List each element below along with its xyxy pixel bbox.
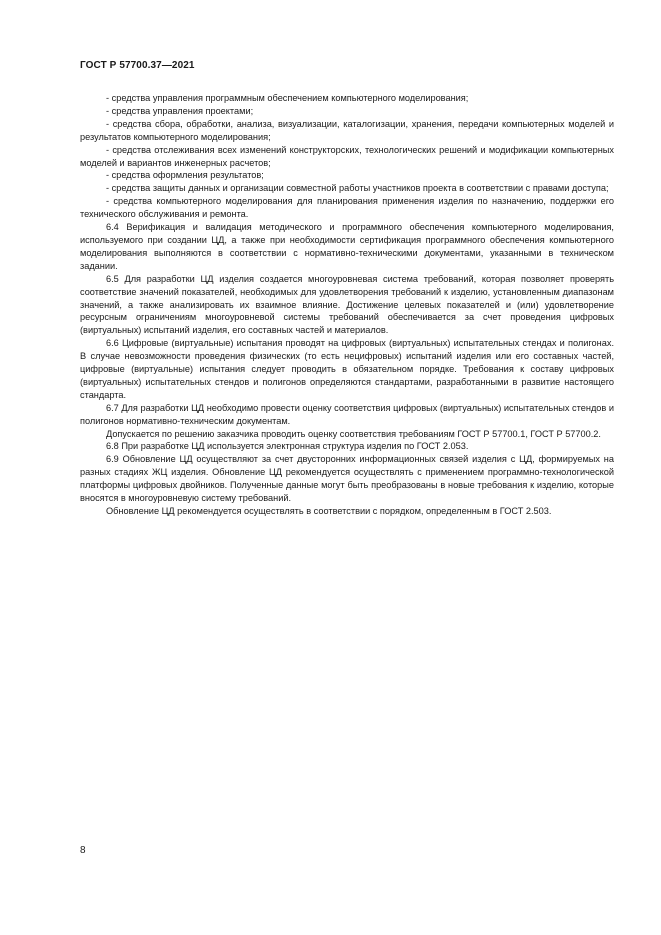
- list-item: - средства управления проектами;: [106, 105, 254, 116]
- document-body: [80, 92, 614, 518]
- list-item: - средства оформления результатов;: [106, 170, 264, 181]
- paragraph-6-9: 6.9 Обновление ЦД осуществляют за счет двусторонних информационных связей изделия с ЦД, формируемых на разных стадиях ЖЦ изделия. Обновление ЦД рекомендуется осуществлять с применением программно-технологической платформы цифровых двойников. Полученные данные могут быть преобразованы в новые требования к изделию, которые вносятся в многоуровневую систему требований.: [80, 454, 614, 504]
- paragraph-6-5: 6.5 Для разработки ЦД изделия создается многоуровневая система требований, которая позволяет проверять соответствие значений показателей, необходимых для удовлетворения требований к изделию, установленным диапазонам значений, а также анализировать их взаимное влияние. Достижение целевых показателей и (или) удовлетворение ресурсным ограничениям многоуровневой системы требований обеспечивается за счет проведения цифровых (виртуальных) испытаний изделия, его составных частей и материалов.: [80, 273, 614, 336]
- paragraph-6-8: 6.8 При разработке ЦД используется электронная структура изделия по ГОСТ 2.053.: [106, 441, 469, 452]
- list-item: - средства управления программным обеспечением компьютерного моделирования;: [106, 93, 469, 103]
- paragraph-6-9-note: Обновление ЦД рекомендуется осуществлять в соответствии с порядком, определенным в ГОСТ 2.503.: [106, 506, 552, 516]
- paragraph-6-6: 6.6 Цифровые (виртуальные) испытания проводят на цифровых (виртуальных) испытательных стендах и полигонах. В случае невозможности проведения физических (то есть нецифровых) испытаний изделия или его составных частей, цифровые (виртуальные) испытания следует проводить в обязательном порядке. Требования к составу цифровых (виртуальных) испытательных стендов и полигонов определяются стандартами, разработанными в развитие настоящего стандарта.: [80, 338, 614, 400]
- list-item: - средства компьютерного моделирования для планирования применения изделия по назначению, поддержки его технического обслуживания и ремонта.: [80, 196, 614, 220]
- paragraph-6-4: 6.4 Верификация и валидация методического и программного обеспечения компьютерного моделирования, используемого при создании ЦД, а также при необходимости сертификация программного обеспечения компьютерного моделирования выполняются в соответствии с нормативно-техническими документами, указанными в техническом задании.: [80, 222, 614, 271]
- list-item: - средства сбора, обработки, анализа, визуализации, каталогизации, хранения, передачи компьютерных моделей и результатов компьютерного моделирования;: [80, 118, 614, 142]
- list-item: - средства отслеживания всех изменений конструкторских, технологических решений и модификации компьютерных моделей и вариантов инженерных расчетов;: [80, 144, 614, 168]
- list-item: - средства защиты данных и организации совместной работы участников проекта в соответствии с правами доступа;: [106, 183, 609, 194]
- paragraph-6-7-note: Допускается по решению заказчика проводить оценку соответствия требованиям ГОСТ Р 57700.1, ГОСТ Р 57700.2.: [106, 428, 601, 439]
- page-number: 8: [80, 845, 86, 856]
- paragraph-6-7: 6.7 Для разработки ЦД необходимо провести оценку соответствия цифровых (виртуальных) испытательных стендов и полигонов нормативно-техническим документам.: [80, 402, 614, 426]
- document-header: ГОСТ Р 57700.37—2021: [80, 60, 195, 71]
